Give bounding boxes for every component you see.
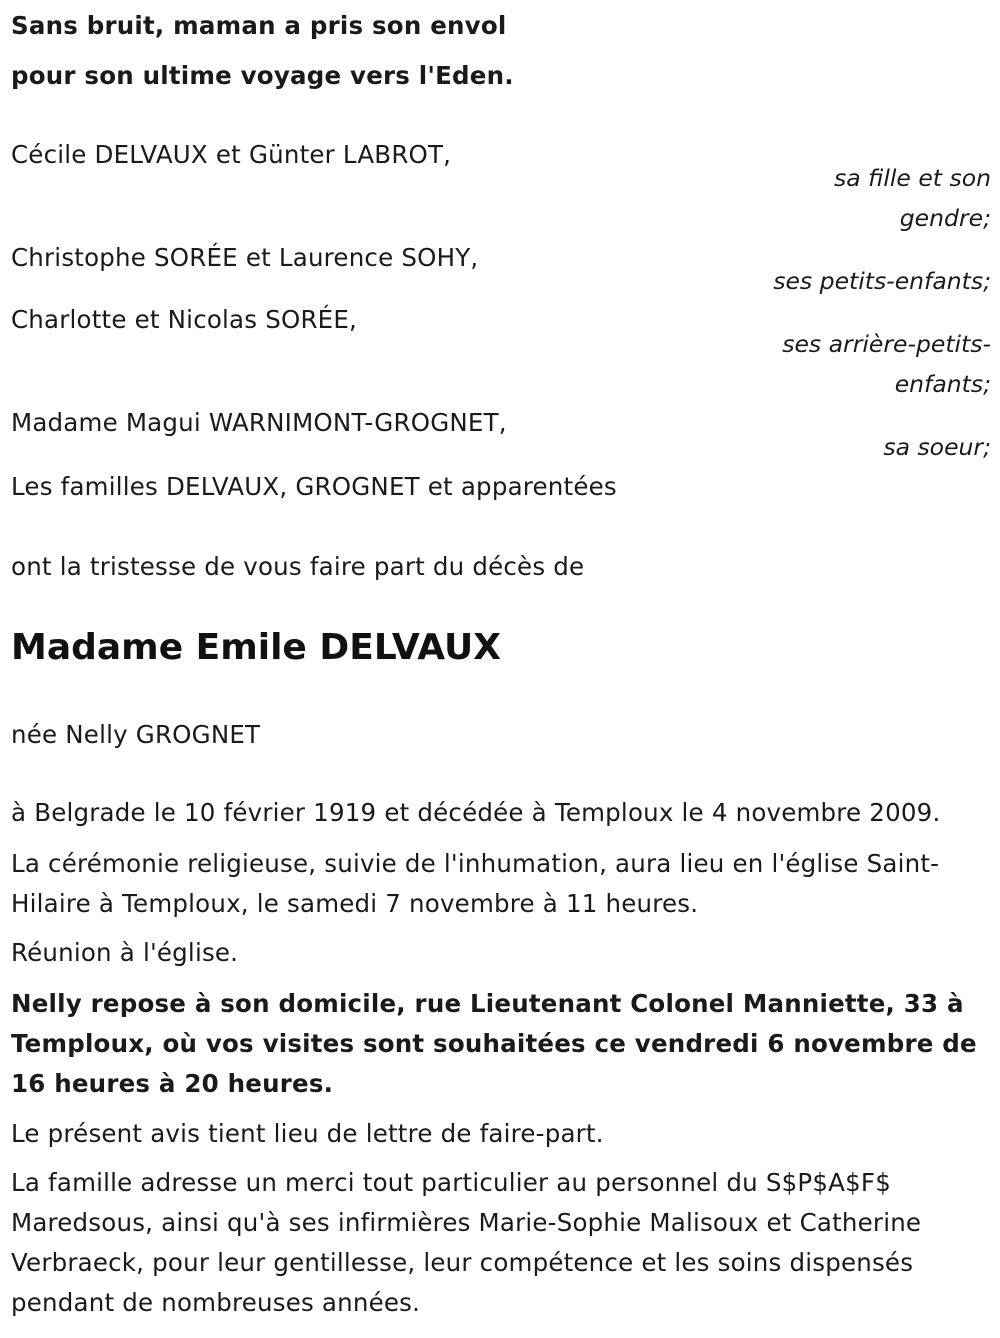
meeting-text: Réunion à l'église.: [11, 938, 239, 967]
opening-line-1: Sans bruit, maman a pris son envol: [11, 11, 507, 40]
deceased-birth-name: née Nelly GROGNET: [11, 720, 261, 749]
deceased-name: Madame Emile DELVAUX: [11, 627, 501, 668]
dates-text: à Belgrade le 10 février 1919 et décédée à Temploux le 4 novembre 2009.: [11, 798, 941, 827]
visits-text: Nelly repose à son domicile, rue Lieutenant Colonel Manniette, 33 à Temploux, où vos visites sont souhaitées ce vendredi 6 novembre de 16 heures à 20 heures.: [11, 989, 977, 1098]
thanks-text: La famille adresse un merci tout particulier au personnel du S$P$A$F$ Maredsous, ainsi qu'à ses infirmières Marie-Sophie Malisoux et Catherine Verbraeck, pour leur gentillesse, leur compétence et les soins dispensés pendant de nombreuses années.: [11, 1168, 922, 1317]
notice-text: Le présent avis tient lieu de lettre de faire-part.: [11, 1119, 604, 1148]
opening-line-2: pour son ultime voyage vers l'Eden.: [11, 61, 514, 90]
family-relation-sister: sa soeur;: [883, 433, 991, 461]
family-names-great-grandchildren: Charlotte et Nicolas SORÉE,: [11, 305, 358, 334]
family-names-grandchildren: Christophe SORÉE et Laurence SOHY,: [11, 243, 479, 272]
family-names-daughter: Cécile DELVAUX et Günter LABROT,: [11, 140, 452, 169]
obituary-notice: [11, 0, 991, 1338]
family-relation-great-grandchildren: ses arrière-petits-enfants;: [782, 330, 991, 398]
announcement-text: ont la tristesse de vous faire part du décès de: [11, 552, 585, 581]
family-relation-daughter: sa fille et son gendre;: [834, 164, 991, 232]
ceremony-text: La cérémonie religieuse, suivie de l'inhumation, aura lieu en l'église Saint-Hilaire à Temploux, le samedi 7 novembre à 11 heures.: [11, 849, 940, 918]
family-relation-grandchildren: ses petits-enfants;: [773, 267, 991, 295]
family-names-relatives: Les familles DELVAUX, GROGNET et apparentées: [11, 472, 617, 501]
family-names-sister: Madame Magui WARNIMONT-GROGNET,: [11, 408, 507, 437]
